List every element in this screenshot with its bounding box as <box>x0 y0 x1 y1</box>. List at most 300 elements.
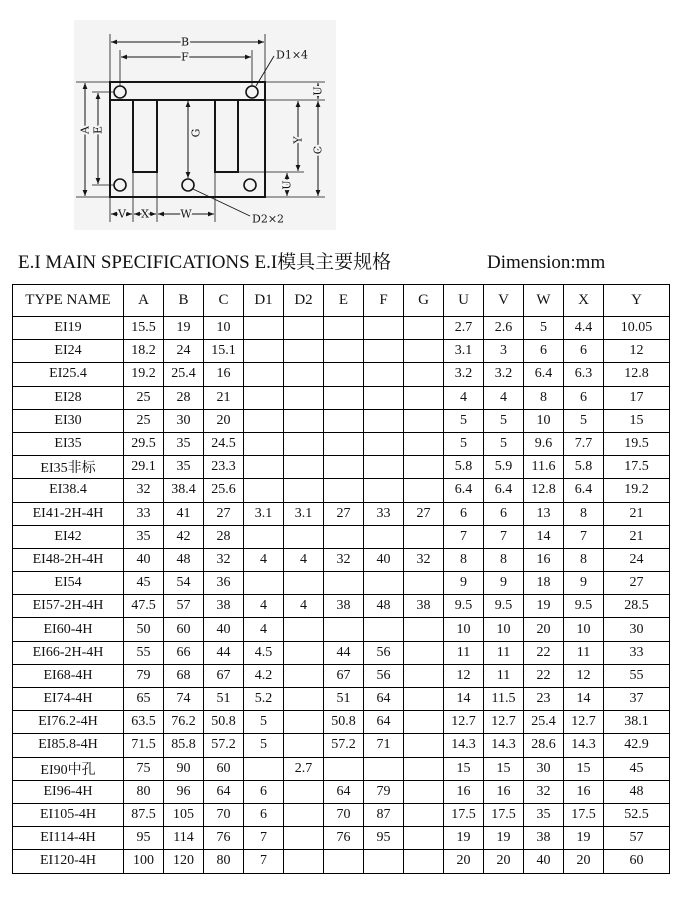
table-body <box>13 317 670 874</box>
value-cell: 50 <box>124 618 164 641</box>
value-cell: 19.2 <box>124 363 164 386</box>
value-cell: 5 <box>244 734 284 757</box>
type-name-cell: EI68-4H <box>13 664 124 687</box>
column-header-x: X <box>564 285 604 317</box>
value-cell: 11 <box>564 641 604 664</box>
value-cell <box>364 525 404 548</box>
table-row <box>13 803 670 826</box>
table-row <box>13 734 670 757</box>
table-row <box>13 432 670 455</box>
value-cell: 2.7 <box>444 317 484 340</box>
type-name-cell: EI28 <box>13 386 124 409</box>
value-cell: 47.5 <box>124 595 164 618</box>
label-w: W <box>180 207 192 221</box>
value-cell: 54 <box>164 572 204 595</box>
value-cell: 18.2 <box>124 340 164 363</box>
value-cell: 57 <box>604 827 670 850</box>
type-name-cell: EI120-4H <box>13 850 124 873</box>
value-cell: 5 <box>444 409 484 432</box>
value-cell: 38 <box>324 595 364 618</box>
value-cell: 11 <box>484 664 524 687</box>
table-row <box>13 595 670 618</box>
value-cell: 6.3 <box>564 363 604 386</box>
value-cell: 38 <box>204 595 244 618</box>
value-cell: 42 <box>164 525 204 548</box>
type-name-cell: EI114-4H <box>13 827 124 850</box>
value-cell: 15.5 <box>124 317 164 340</box>
table-row <box>13 618 670 641</box>
value-cell <box>404 340 444 363</box>
value-cell: 25 <box>124 386 164 409</box>
type-name-cell: EI85.8-4H <box>13 734 124 757</box>
value-cell: 96 <box>164 780 204 803</box>
label-e: E <box>91 125 105 135</box>
value-cell: 64 <box>324 780 364 803</box>
value-cell: 75 <box>124 757 164 780</box>
value-cell <box>244 363 284 386</box>
value-cell: 28.6 <box>524 734 564 757</box>
value-cell: 57.2 <box>204 734 244 757</box>
value-cell: 4 <box>444 386 484 409</box>
value-cell: 4.5 <box>244 641 284 664</box>
value-cell <box>284 340 324 363</box>
value-cell: 20 <box>204 409 244 432</box>
value-cell <box>404 479 444 502</box>
value-cell: 51 <box>204 688 244 711</box>
value-cell: 27 <box>604 572 670 595</box>
value-cell: 87 <box>364 803 404 826</box>
value-cell: 41 <box>164 502 204 525</box>
label-c: C <box>311 145 325 155</box>
value-cell: 56 <box>364 664 404 687</box>
value-cell: 12 <box>444 664 484 687</box>
value-cell: 51 <box>324 688 364 711</box>
value-cell: 19.2 <box>604 479 670 502</box>
value-cell: 65 <box>124 688 164 711</box>
value-cell: 8 <box>564 548 604 571</box>
value-cell: 9.5 <box>444 595 484 618</box>
value-cell <box>244 409 284 432</box>
value-cell: 4 <box>244 548 284 571</box>
value-cell: 30 <box>604 618 670 641</box>
value-cell: 17.5 <box>564 803 604 826</box>
column-header-a: A <box>124 285 164 317</box>
value-cell: 56 <box>364 641 404 664</box>
value-cell: 25.4 <box>524 711 564 734</box>
table-row <box>13 780 670 803</box>
value-cell: 3.2 <box>484 363 524 386</box>
value-cell: 63.5 <box>124 711 164 734</box>
value-cell: 79 <box>364 780 404 803</box>
value-cell: 14 <box>444 688 484 711</box>
value-cell: 9.5 <box>484 595 524 618</box>
value-cell: 11 <box>484 641 524 664</box>
value-cell: 4 <box>244 618 284 641</box>
type-name-cell: EI76.2-4H <box>13 711 124 734</box>
value-cell: 33 <box>124 502 164 525</box>
column-header-d1: D1 <box>244 285 284 317</box>
value-cell: 4.4 <box>564 317 604 340</box>
column-header-v: V <box>484 285 524 317</box>
value-cell: 7 <box>484 525 524 548</box>
value-cell: 24 <box>164 340 204 363</box>
value-cell: 3.1 <box>444 340 484 363</box>
value-cell: 2.7 <box>284 757 324 780</box>
type-name-cell: EI66-2H-4H <box>13 641 124 664</box>
value-cell: 74 <box>164 688 204 711</box>
value-cell: 4 <box>284 548 324 571</box>
value-cell <box>284 803 324 826</box>
type-name-cell: EI90中孔 <box>13 757 124 780</box>
value-cell <box>364 363 404 386</box>
value-cell: 38.4 <box>164 479 204 502</box>
value-cell: 60 <box>604 850 670 873</box>
value-cell <box>324 757 364 780</box>
value-cell: 33 <box>364 502 404 525</box>
value-cell: 19 <box>564 827 604 850</box>
value-cell: 71 <box>364 734 404 757</box>
label-d2x2: D2×2 <box>252 212 285 226</box>
value-cell: 10 <box>204 317 244 340</box>
value-cell <box>324 456 364 479</box>
value-cell: 10 <box>524 409 564 432</box>
table-row <box>13 641 670 664</box>
value-cell: 14.3 <box>444 734 484 757</box>
value-cell <box>284 572 324 595</box>
value-cell <box>404 386 444 409</box>
value-cell: 76 <box>204 827 244 850</box>
column-header-type-name: TYPE NAME <box>13 285 124 317</box>
value-cell: 20 <box>484 850 524 873</box>
value-cell: 28 <box>164 386 204 409</box>
value-cell <box>284 711 324 734</box>
value-cell: 16 <box>564 780 604 803</box>
value-cell: 70 <box>324 803 364 826</box>
value-cell: 19 <box>524 595 564 618</box>
value-cell: 8 <box>524 386 564 409</box>
value-cell: 8 <box>484 548 524 571</box>
value-cell: 4 <box>244 595 284 618</box>
value-cell: 19 <box>164 317 204 340</box>
value-cell: 85.8 <box>164 734 204 757</box>
value-cell <box>284 432 324 455</box>
value-cell: 6.4 <box>564 479 604 502</box>
value-cell: 57.2 <box>324 734 364 757</box>
value-cell: 16 <box>484 780 524 803</box>
value-cell: 32 <box>324 548 364 571</box>
value-cell: 68 <box>164 664 204 687</box>
value-cell: 38 <box>404 595 444 618</box>
value-cell: 3.1 <box>244 502 284 525</box>
value-cell <box>364 572 404 595</box>
value-cell: 10 <box>484 618 524 641</box>
value-cell <box>364 340 404 363</box>
value-cell <box>404 456 444 479</box>
value-cell <box>364 317 404 340</box>
value-cell: 44 <box>324 641 364 664</box>
value-cell: 100 <box>124 850 164 873</box>
value-cell: 25 <box>124 409 164 432</box>
value-cell <box>364 850 404 873</box>
table-row <box>13 456 670 479</box>
value-cell: 22 <box>524 664 564 687</box>
type-name-cell: EI35 <box>13 432 124 455</box>
label-u-bottom: U <box>280 180 294 190</box>
value-cell: 80 <box>124 780 164 803</box>
value-cell: 5 <box>564 409 604 432</box>
value-cell: 16 <box>524 548 564 571</box>
value-cell <box>244 757 284 780</box>
value-cell: 5 <box>484 432 524 455</box>
value-cell: 37 <box>604 688 670 711</box>
value-cell: 25.6 <box>204 479 244 502</box>
value-cell: 120 <box>164 850 204 873</box>
value-cell: 7 <box>444 525 484 548</box>
column-header-y: Y <box>604 285 670 317</box>
value-cell: 57 <box>164 595 204 618</box>
value-cell <box>404 757 444 780</box>
label-g: G <box>189 128 203 138</box>
value-cell: 7.7 <box>564 432 604 455</box>
value-cell: 27 <box>204 502 244 525</box>
column-header-e: E <box>324 285 364 317</box>
value-cell: 5 <box>524 317 564 340</box>
value-cell: 38 <box>524 827 564 850</box>
table-row <box>13 525 670 548</box>
value-cell: 35 <box>164 456 204 479</box>
type-name-cell: EI60-4H <box>13 618 124 641</box>
value-cell <box>284 664 324 687</box>
table-row <box>13 363 670 386</box>
table-row <box>13 409 670 432</box>
value-cell: 64 <box>364 711 404 734</box>
table-row <box>13 479 670 502</box>
value-cell <box>404 432 444 455</box>
value-cell: 35 <box>524 803 564 826</box>
column-header-b: B <box>164 285 204 317</box>
value-cell <box>404 803 444 826</box>
type-name-cell: EI24 <box>13 340 124 363</box>
value-cell: 52.5 <box>604 803 670 826</box>
value-cell <box>404 641 444 664</box>
value-cell: 48 <box>164 548 204 571</box>
value-cell: 5.8 <box>444 456 484 479</box>
value-cell: 90 <box>164 757 204 780</box>
value-cell: 6 <box>564 340 604 363</box>
value-cell: 19.5 <box>604 432 670 455</box>
value-cell: 5.9 <box>484 456 524 479</box>
value-cell: 30 <box>524 757 564 780</box>
value-cell <box>244 525 284 548</box>
value-cell: 24.5 <box>204 432 244 455</box>
value-cell <box>284 827 324 850</box>
label-b: B <box>180 35 190 49</box>
value-cell: 13 <box>524 502 564 525</box>
value-cell: 105 <box>164 803 204 826</box>
value-cell: 21 <box>604 502 670 525</box>
column-header-c: C <box>204 285 244 317</box>
value-cell: 5 <box>444 432 484 455</box>
value-cell: 2.6 <box>484 317 524 340</box>
value-cell: 11.5 <box>484 688 524 711</box>
value-cell: 70 <box>204 803 244 826</box>
value-cell: 45 <box>124 572 164 595</box>
value-cell: 17.5 <box>444 803 484 826</box>
value-cell: 50.8 <box>204 711 244 734</box>
value-cell <box>284 688 324 711</box>
value-cell <box>284 363 324 386</box>
value-cell: 27 <box>404 502 444 525</box>
value-cell: 40 <box>124 548 164 571</box>
value-cell <box>324 525 364 548</box>
value-cell: 12.7 <box>564 711 604 734</box>
value-cell: 10.05 <box>604 317 670 340</box>
value-cell: 6 <box>564 386 604 409</box>
value-cell: 7 <box>244 827 284 850</box>
value-cell: 44 <box>204 641 244 664</box>
column-header-d2: D2 <box>284 285 324 317</box>
column-header-w: W <box>524 285 564 317</box>
value-cell: 38.1 <box>604 711 670 734</box>
value-cell: 8 <box>444 548 484 571</box>
value-cell: 18 <box>524 572 564 595</box>
value-cell <box>364 432 404 455</box>
value-cell: 20 <box>564 850 604 873</box>
value-cell: 32 <box>124 479 164 502</box>
value-cell: 3 <box>484 340 524 363</box>
value-cell: 6 <box>444 502 484 525</box>
value-cell: 14 <box>564 688 604 711</box>
value-cell: 17.5 <box>604 456 670 479</box>
table-row <box>13 548 670 571</box>
value-cell <box>284 641 324 664</box>
value-cell <box>404 850 444 873</box>
value-cell: 6.4 <box>444 479 484 502</box>
value-cell <box>284 317 324 340</box>
value-cell: 50.8 <box>324 711 364 734</box>
value-cell: 76.2 <box>164 711 204 734</box>
value-cell <box>404 525 444 548</box>
table-row <box>13 827 670 850</box>
value-cell: 95 <box>124 827 164 850</box>
value-cell <box>364 757 404 780</box>
value-cell: 15 <box>484 757 524 780</box>
column-header-f: F <box>364 285 404 317</box>
table-row <box>13 502 670 525</box>
value-cell <box>324 363 364 386</box>
value-cell <box>324 409 364 432</box>
value-cell: 21 <box>604 525 670 548</box>
type-name-cell: EI42 <box>13 525 124 548</box>
column-header-u: U <box>444 285 484 317</box>
page-title: E.I MAIN SPECIFICATIONS E.I模具主要规格 <box>18 252 392 273</box>
specifications-table <box>12 284 670 874</box>
value-cell <box>244 340 284 363</box>
value-cell: 9.5 <box>564 595 604 618</box>
value-cell: 11.6 <box>524 456 564 479</box>
value-cell: 12 <box>604 340 670 363</box>
value-cell: 7 <box>244 850 284 873</box>
type-name-cell: EI48-2H-4H <box>13 548 124 571</box>
value-cell: 5 <box>244 711 284 734</box>
value-cell: 67 <box>324 664 364 687</box>
table-row <box>13 340 670 363</box>
table-row <box>13 386 670 409</box>
value-cell <box>324 386 364 409</box>
value-cell <box>244 432 284 455</box>
value-cell: 87.5 <box>124 803 164 826</box>
value-cell: 64 <box>364 688 404 711</box>
value-cell: 3.1 <box>284 502 324 525</box>
value-cell: 12.8 <box>524 479 564 502</box>
value-cell: 14.3 <box>484 734 524 757</box>
table-row <box>13 850 670 873</box>
value-cell <box>404 363 444 386</box>
value-cell: 14 <box>524 525 564 548</box>
value-cell: 79 <box>124 664 164 687</box>
value-cell: 67 <box>204 664 244 687</box>
value-cell: 66 <box>164 641 204 664</box>
value-cell <box>404 572 444 595</box>
table-header-row <box>13 285 670 317</box>
value-cell: 5 <box>484 409 524 432</box>
value-cell: 9.6 <box>524 432 564 455</box>
value-cell: 9 <box>444 572 484 595</box>
value-cell: 6 <box>244 780 284 803</box>
value-cell: 4 <box>284 595 324 618</box>
value-cell: 32 <box>524 780 564 803</box>
value-cell <box>284 525 324 548</box>
value-cell <box>244 317 284 340</box>
value-cell: 42.9 <box>604 734 670 757</box>
value-cell: 45 <box>604 757 670 780</box>
value-cell: 114 <box>164 827 204 850</box>
label-d1x4: D1×4 <box>276 48 309 62</box>
value-cell: 4.2 <box>244 664 284 687</box>
value-cell: 20 <box>524 618 564 641</box>
value-cell <box>284 456 324 479</box>
value-cell: 15 <box>564 757 604 780</box>
value-cell <box>244 386 284 409</box>
value-cell <box>284 386 324 409</box>
value-cell: 24 <box>604 548 670 571</box>
label-x: X <box>141 207 149 221</box>
value-cell: 12.7 <box>484 711 524 734</box>
value-cell: 5.8 <box>564 456 604 479</box>
value-cell: 40 <box>204 618 244 641</box>
value-cell: 22 <box>524 641 564 664</box>
value-cell: 19 <box>484 827 524 850</box>
value-cell: 40 <box>364 548 404 571</box>
value-cell <box>284 409 324 432</box>
value-cell: 28.5 <box>604 595 670 618</box>
type-name-cell: EI54 <box>13 572 124 595</box>
value-cell <box>324 572 364 595</box>
value-cell <box>404 618 444 641</box>
label-f: F <box>181 50 189 64</box>
value-cell: 35 <box>164 432 204 455</box>
value-cell <box>244 479 284 502</box>
table-row <box>13 572 670 595</box>
value-cell: 10 <box>444 618 484 641</box>
value-cell <box>404 711 444 734</box>
table-row <box>13 711 670 734</box>
value-cell <box>364 618 404 641</box>
value-cell: 7 <box>564 525 604 548</box>
type-name-cell: EI41-2H-4H <box>13 502 124 525</box>
value-cell: 55 <box>124 641 164 664</box>
label-a: A <box>78 126 92 134</box>
